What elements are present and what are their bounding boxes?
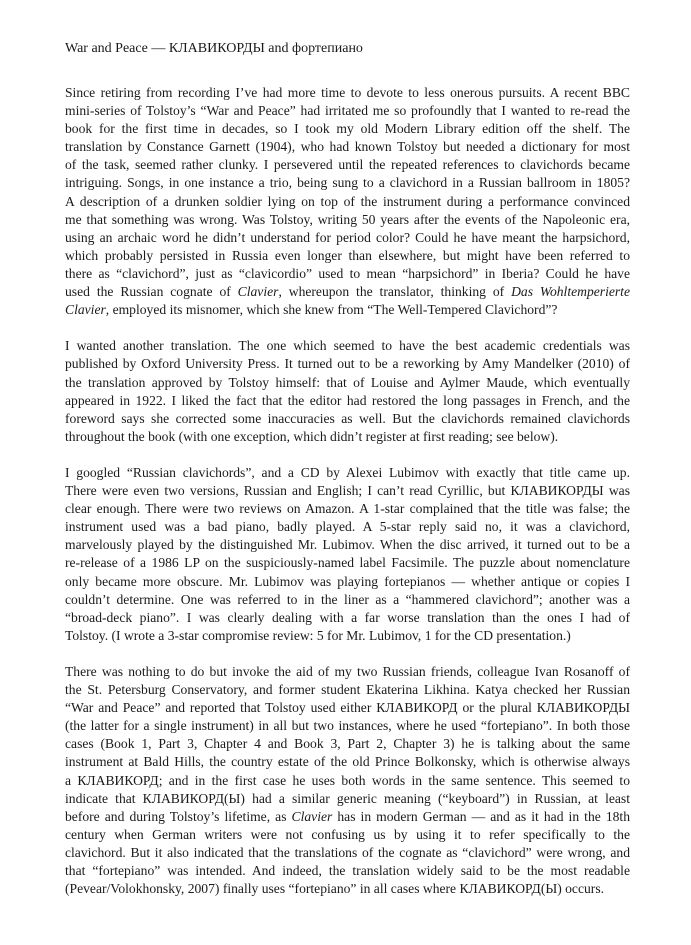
text-line: book for the first time in decades, so I took my old Modern Library edition off the shelf. The [65,121,630,137]
text-line: the translation approved by Tolstoy himself: that of Louise and Aylmer Maude, which eventually [65,374,630,390]
italic-text: Clavier [65,302,106,318]
text-line: published by Oxford University Press. It turned out to be a reworking by Amy Mandelker (2010) of [65,356,630,372]
text-line: of the task, seemed rather clunky. I persevered until the repeated references to clavichords became [65,157,630,173]
text-line: cases (Book 1, Part 3, Chapter 4 and Book 3, Part 2, Chapter 3) he is talking about the same [65,736,630,752]
text-line: the St. Petersburg Conservatory, and former student Ekaterina Likhina. Katya checked her Russian [65,682,630,698]
paragraph-4 [65,663,630,898]
text-line: using an archaic word he didn’t understand for period color? Could he have meant the harpsichord, [65,229,630,245]
text-line: re-release of a 1986 LP on the suspiciously-named label Facsimile. The puzzle about nomenclature [65,555,630,571]
text-line: “War and Peace” and reported that Tolstoy used either КЛАВИКОРД or the plural КЛАВИКОРДЫ [65,700,630,716]
document-body [65,84,630,898]
paragraph-3 [65,464,630,645]
text-line: only became more obscure. Mr. Lubimov was playing fortepianos — whether antique or copies I [65,573,630,589]
text-line: clavichord. But it also indicated that the translations of the cognate as “clavichord” were wrong, and [65,844,630,860]
text-line: translation by Constance Garnett (1904), who had known Tolstoy but needed a dictionary for most [65,139,630,155]
text-line: (Pevear/Volokhonsky, 2007) finally uses “fortepiano” in all cases where КЛАВИКОРД(Ы) occurs. [65,881,605,897]
text-line: I googled “Russian clavichords”, and a CD by Alexei Lubimov with exactly that title came up. [65,464,630,480]
document-title: War and Peace — КЛАВИКОРДЫ and фортепиано [65,41,363,56]
text-line: I wanted another translation. The one which seemed to have the best academic credentials was [65,338,630,354]
text-line: A description of a drunken soldier lying on top of the instrument during a performance convinced [65,193,630,209]
text-line: marvelously played by the distinguished Mr. Lubimov. When the disc arrived, it turned out to be a [65,537,630,553]
text-line: “broad-deck piano”. I was clearly dealing with a far worse translation than the ones I had of [65,609,630,625]
document-page [65,40,630,916]
text-line: before and during Tolstoy’s lifetime, as Clavier has in modern German — and as it had in the 18th [65,808,630,824]
text-line: intriguing. Songs, in one instance a trio, being sung to a clavichord in a Russian ballroom in 1805? [65,175,630,191]
italic-text: Clavier [237,284,279,300]
text-line: that “fortepiano” was intended. And indeed, the translation widely said to be the most readable [65,863,630,879]
text-line: Since retiring from recording I’ve had more time to devote to less onerous pursuits. A recent BBC [65,85,630,100]
text-line: century when German writers were not confusing us by using it to refer specifically to the [65,826,630,842]
text-line: indicate that КЛАВИКОРД(Ы) had a similar generic meaning (“keyboard”) in Russian, at least [65,790,630,806]
text-line: Tolstoy. (I wrote a 3-star compromise review: 5 for Mr. Lubimov, 1 for the CD presentation.) [65,627,571,643]
italic-text: Clavier [291,808,333,824]
text-line: foreword says she corrected some inaccuracies as well. But the clavichords remained clavichords [65,410,630,426]
text-line: instrument at Bald Hills, the country estate of the old Prince Bolkonsky, which is otherwise always [65,754,630,770]
text-line: instrument used was a bad piano, badly played. A 5-star reply said no, it was a clavichord, [65,519,630,535]
text-line: Clavier, employed its misnomer, which she knew from “The Well-Tempered Clavichord”? [65,302,558,318]
text-line: me that something was wrong. Was Tolstoy, writing 50 years after the events of the Napoleonic era, [65,211,630,227]
text-line: There was nothing to do but invoke the aid of my two Russian friends, colleague Ivan Rosanoff of [65,664,630,679]
text-line: clear enough. There were two reviews on Amazon. A 1-star complained that the title was false; the [65,501,630,517]
text-line: couldn’t determine. One was referred to in the liner as a “hammered clavichord”; another was a [65,591,630,607]
paragraph-1 [65,84,630,319]
text-line: (the latter for a single instrument) in all but two instances, where he used “fortepiano”. In both those [65,718,630,734]
text-line: which probably persisted in Russia even longer than elsewhere, but might have been referred to [65,247,630,263]
text-line: used the Russian cognate of Clavier, whereupon the translator, thinking of Das Wohltemperierte [65,284,630,300]
text-line: There were even two versions, Russian and English; I can’t read Cyrillic, but КЛАВИКОРДЫ was [65,483,630,499]
text-line: there as “clavichord”, just as “clavicordio” used to mean “harpsichord” in Iberia? Could he have [65,265,630,281]
text-line: mini-series of Tolstoy’s “War and Peace” had irritated me so profoundly that I wanted to re-read the [65,103,630,119]
italic-text: Das Wohltemperierte [511,284,630,300]
text-line: a КЛАВИКОРД; and in the first case he uses both words in the same sentence. This seemed to [65,772,630,788]
paragraph-2 [65,337,630,446]
text-line: throughout the book (with one exception, which didn’t register at first reading; see below). [65,428,559,444]
text-line: appeared in 1922. I liked the fact that the editor had restored the long passages in French, and the [65,392,630,408]
